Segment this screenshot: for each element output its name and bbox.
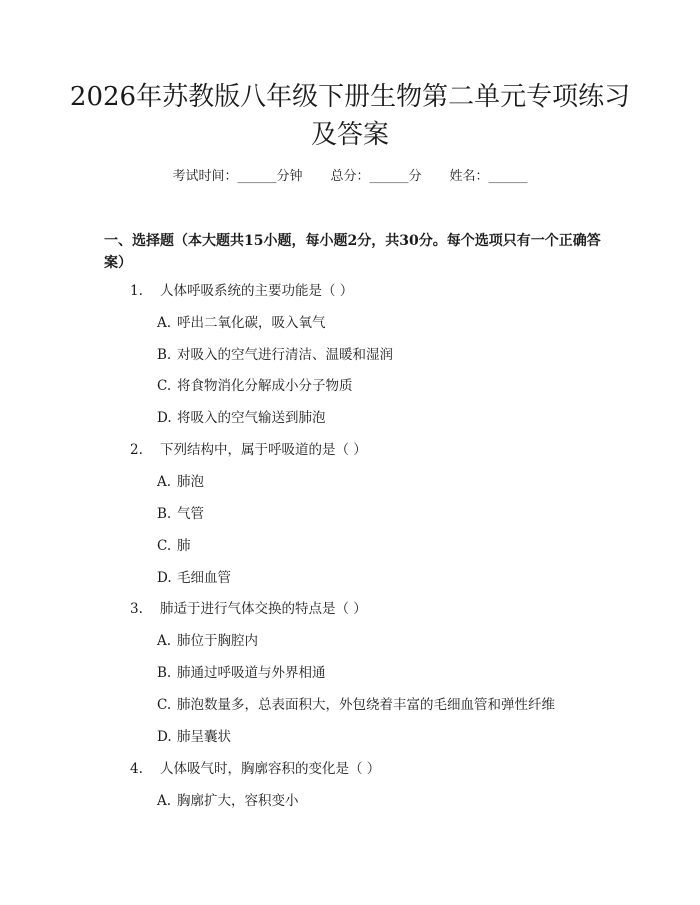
total-score-label: 总分：______分 <box>330 169 422 184</box>
option-letter: B. <box>157 506 172 522</box>
option-letter: D. <box>157 570 172 586</box>
option-letter: C. <box>157 538 172 554</box>
option-2d <box>157 569 231 587</box>
option-text: 肺呈囊状 <box>177 729 231 745</box>
document-title: 2026年苏教版八年级下册生物第二单元专项练习及答案 <box>69 82 631 150</box>
option-1b <box>157 346 393 364</box>
question-2 <box>130 441 367 459</box>
option-text: 将食物消化分解成小分子物质 <box>177 378 353 394</box>
option-text: 肺通过呼吸道与外界相通 <box>177 665 326 681</box>
question-number: 2. <box>130 442 143 458</box>
option-letter: C. <box>157 697 172 713</box>
question-number: 1. <box>130 283 143 299</box>
option-3b <box>157 664 326 682</box>
exam-meta <box>0 168 700 186</box>
option-text: 肺 <box>177 538 191 554</box>
option-text: 将吸入的空气输送到肺泡 <box>177 410 326 426</box>
option-letter: C. <box>157 378 172 394</box>
question-text: 下列结构中，属于呼吸道的是（ ） <box>160 442 367 458</box>
option-3a <box>157 632 258 650</box>
option-letter: B. <box>157 347 172 363</box>
question-text: 肺适于进行气体交换的特点是（ ） <box>160 601 367 617</box>
option-text: 对吸入的空气进行清洁、温暖和湿润 <box>177 347 393 363</box>
option-letter: D. <box>157 410 172 426</box>
option-2b <box>157 505 204 523</box>
option-letter: A. <box>157 315 172 331</box>
option-text: 肺泡数量多，总表面积大，外包绕着丰富的毛细血管和弹性纤维 <box>177 697 555 713</box>
section-heading: 一、选择题（本大题共15小题，每小题2分，共30分。每个选项只有一个正确答案） <box>104 233 601 271</box>
question-number: 4. <box>130 761 143 777</box>
option-2c <box>157 537 191 555</box>
question-text: 人体呼吸系统的主要功能是（ ） <box>160 283 354 299</box>
option-letter: A. <box>157 474 172 490</box>
option-1d <box>157 409 326 427</box>
question-4 <box>130 760 380 778</box>
option-1c <box>157 377 353 395</box>
option-letter: A. <box>157 793 172 809</box>
option-1a <box>157 314 326 332</box>
option-4a <box>157 792 299 810</box>
question-3 <box>130 600 367 618</box>
question-1 <box>130 282 353 300</box>
option-3d <box>157 728 231 746</box>
question-number: 3. <box>130 601 143 617</box>
option-letter: D. <box>157 729 172 745</box>
option-text: 毛细血管 <box>177 570 231 586</box>
student-name-label: 姓名：______ <box>449 169 528 184</box>
question-text: 人体吸气时，胸廓容积的变化是（ ） <box>160 761 381 777</box>
option-text: 气管 <box>177 506 204 522</box>
option-text: 胸廓扩大，容积变小 <box>177 793 299 809</box>
option-3c <box>157 696 555 714</box>
option-text: 肺泡 <box>177 474 204 490</box>
option-text: 肺位于胸腔内 <box>177 633 258 649</box>
option-letter: A. <box>157 633 172 649</box>
option-letter: B. <box>157 665 172 681</box>
exam-time-label: 考试时间：______分钟 <box>172 169 303 184</box>
option-text: 呼出二氧化碳，吸入氧气 <box>177 315 326 331</box>
option-2a <box>157 473 204 491</box>
